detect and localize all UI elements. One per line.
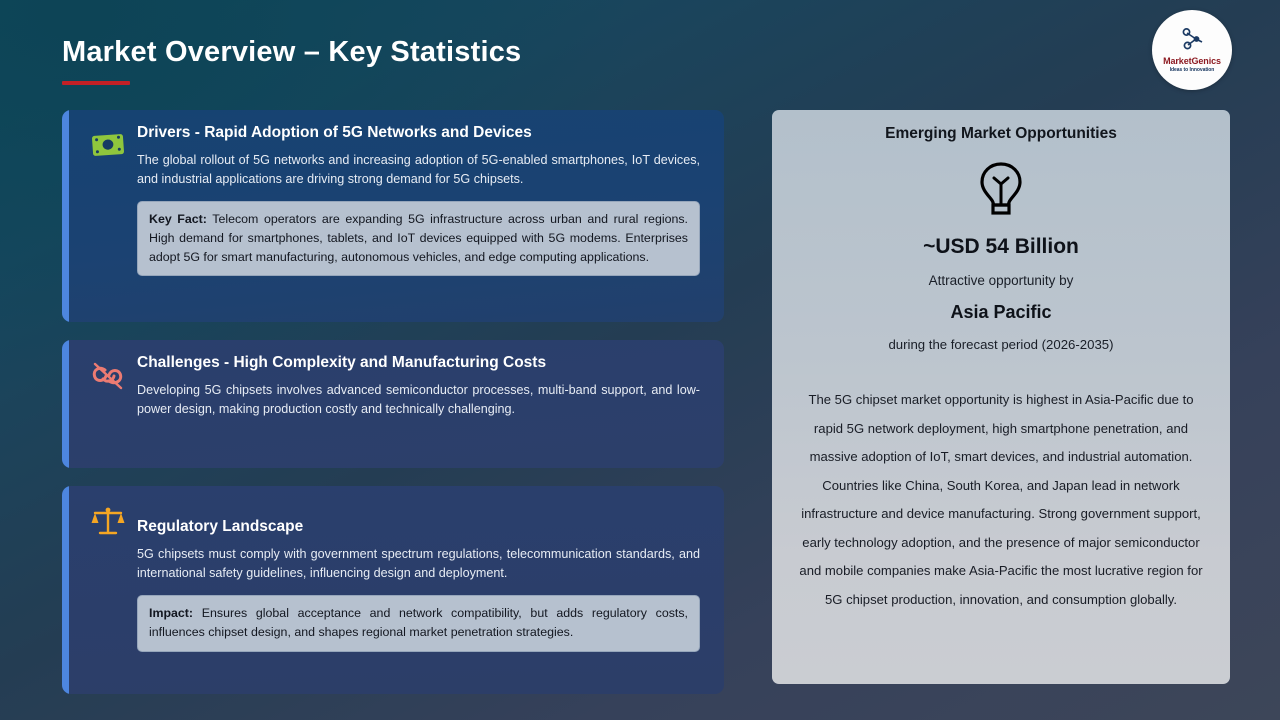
page-title: Market Overview – Key Statistics [62,36,522,68]
panel-title: Emerging Market Opportunities [885,125,1117,142]
money-banknote-icon [88,126,128,166]
card-body-text: The global rollout of 5G networks and increasing adoption of 5G-enabled smartphones, IoT devices, and industrial applications are driving strong demand for 5G chipsets. [137,152,700,186]
balance-scales-icon [88,502,128,542]
statistics-card-list [62,110,724,712]
impact-box [137,595,700,652]
logo-tagline: Ideas to Innovation [1169,67,1215,74]
brand-logo [1152,10,1232,90]
impact-text: Ensures global acceptance and network compatibility, but adds regulatory costs, influences chipset design, and shapes regional market penetration strategies. [149,605,688,639]
card-body-text: 5G chipsets must comply with government spectrum regulations, telecommunication standards, and international safety guidelines, influencing design and deployment. [137,546,700,580]
logo-name: MarketGenics [1163,55,1221,66]
card-accent-bar [62,486,69,694]
opportunity-description: The 5G chipset market opportunity is highest in Asia-Pacific due to rapid 5G network deployment, high smartphone penetration, and massive adoption of IoT, smart devices, and industrial automation. Countries like China, South Korea, and Japan lead in network infrastructure and device manufacturing. Strong government support, early technology adoption, and the presence of major semiconductor and mobile companies make Asia-Pacific the most lucrative region for 5G chipset production, innovation, and consumption globally. [799,392,1203,607]
key-fact-text: Telecom operators are expanding 5G infrastructure across urban and rural regions. High demand for smartphones, tablets, and IoT devices equipped with 5G modems. Enterprises adopt 5G for smart manufacturing, autonomous vehicles, and edge computing applications. [149,211,689,264]
opportunity-value: ~USD 54 Billion [923,235,1079,258]
page-title-block [62,36,521,85]
card-drivers [62,110,724,322]
card-heading: Drivers - Rapid Adoption of 5G Networks and Devices [137,124,532,141]
card-body-text: Developing 5G chipsets involves advanced semiconductor processes, multi-band support, and low-power design, making production costly and technically challenging. [137,382,700,416]
impact-label: Impact: [149,605,194,620]
card-heading: Challenges - High Complexity and Manufacturing Costs [137,354,547,371]
emerging-opportunities-panel [772,110,1230,684]
broken-link-icon [88,356,128,396]
card-regulatory [62,486,724,694]
title-underline-rule [62,81,130,85]
opportunity-region: Asia Pacific [950,302,1052,322]
key-fact-box [137,201,700,277]
lightbulb-icon [788,161,1214,216]
card-accent-bar [62,340,69,468]
opportunity-period: during the forecast period (2026-2035) [888,337,1114,352]
card-challenges [62,340,724,468]
opportunity-subtitle: Attractive opportunity by [928,273,1074,288]
card-heading: Regulatory Landscape [137,518,304,535]
card-accent-bar [62,110,69,322]
network-nodes-icon [1179,27,1205,56]
key-fact-label: Key Fact: [149,211,207,226]
